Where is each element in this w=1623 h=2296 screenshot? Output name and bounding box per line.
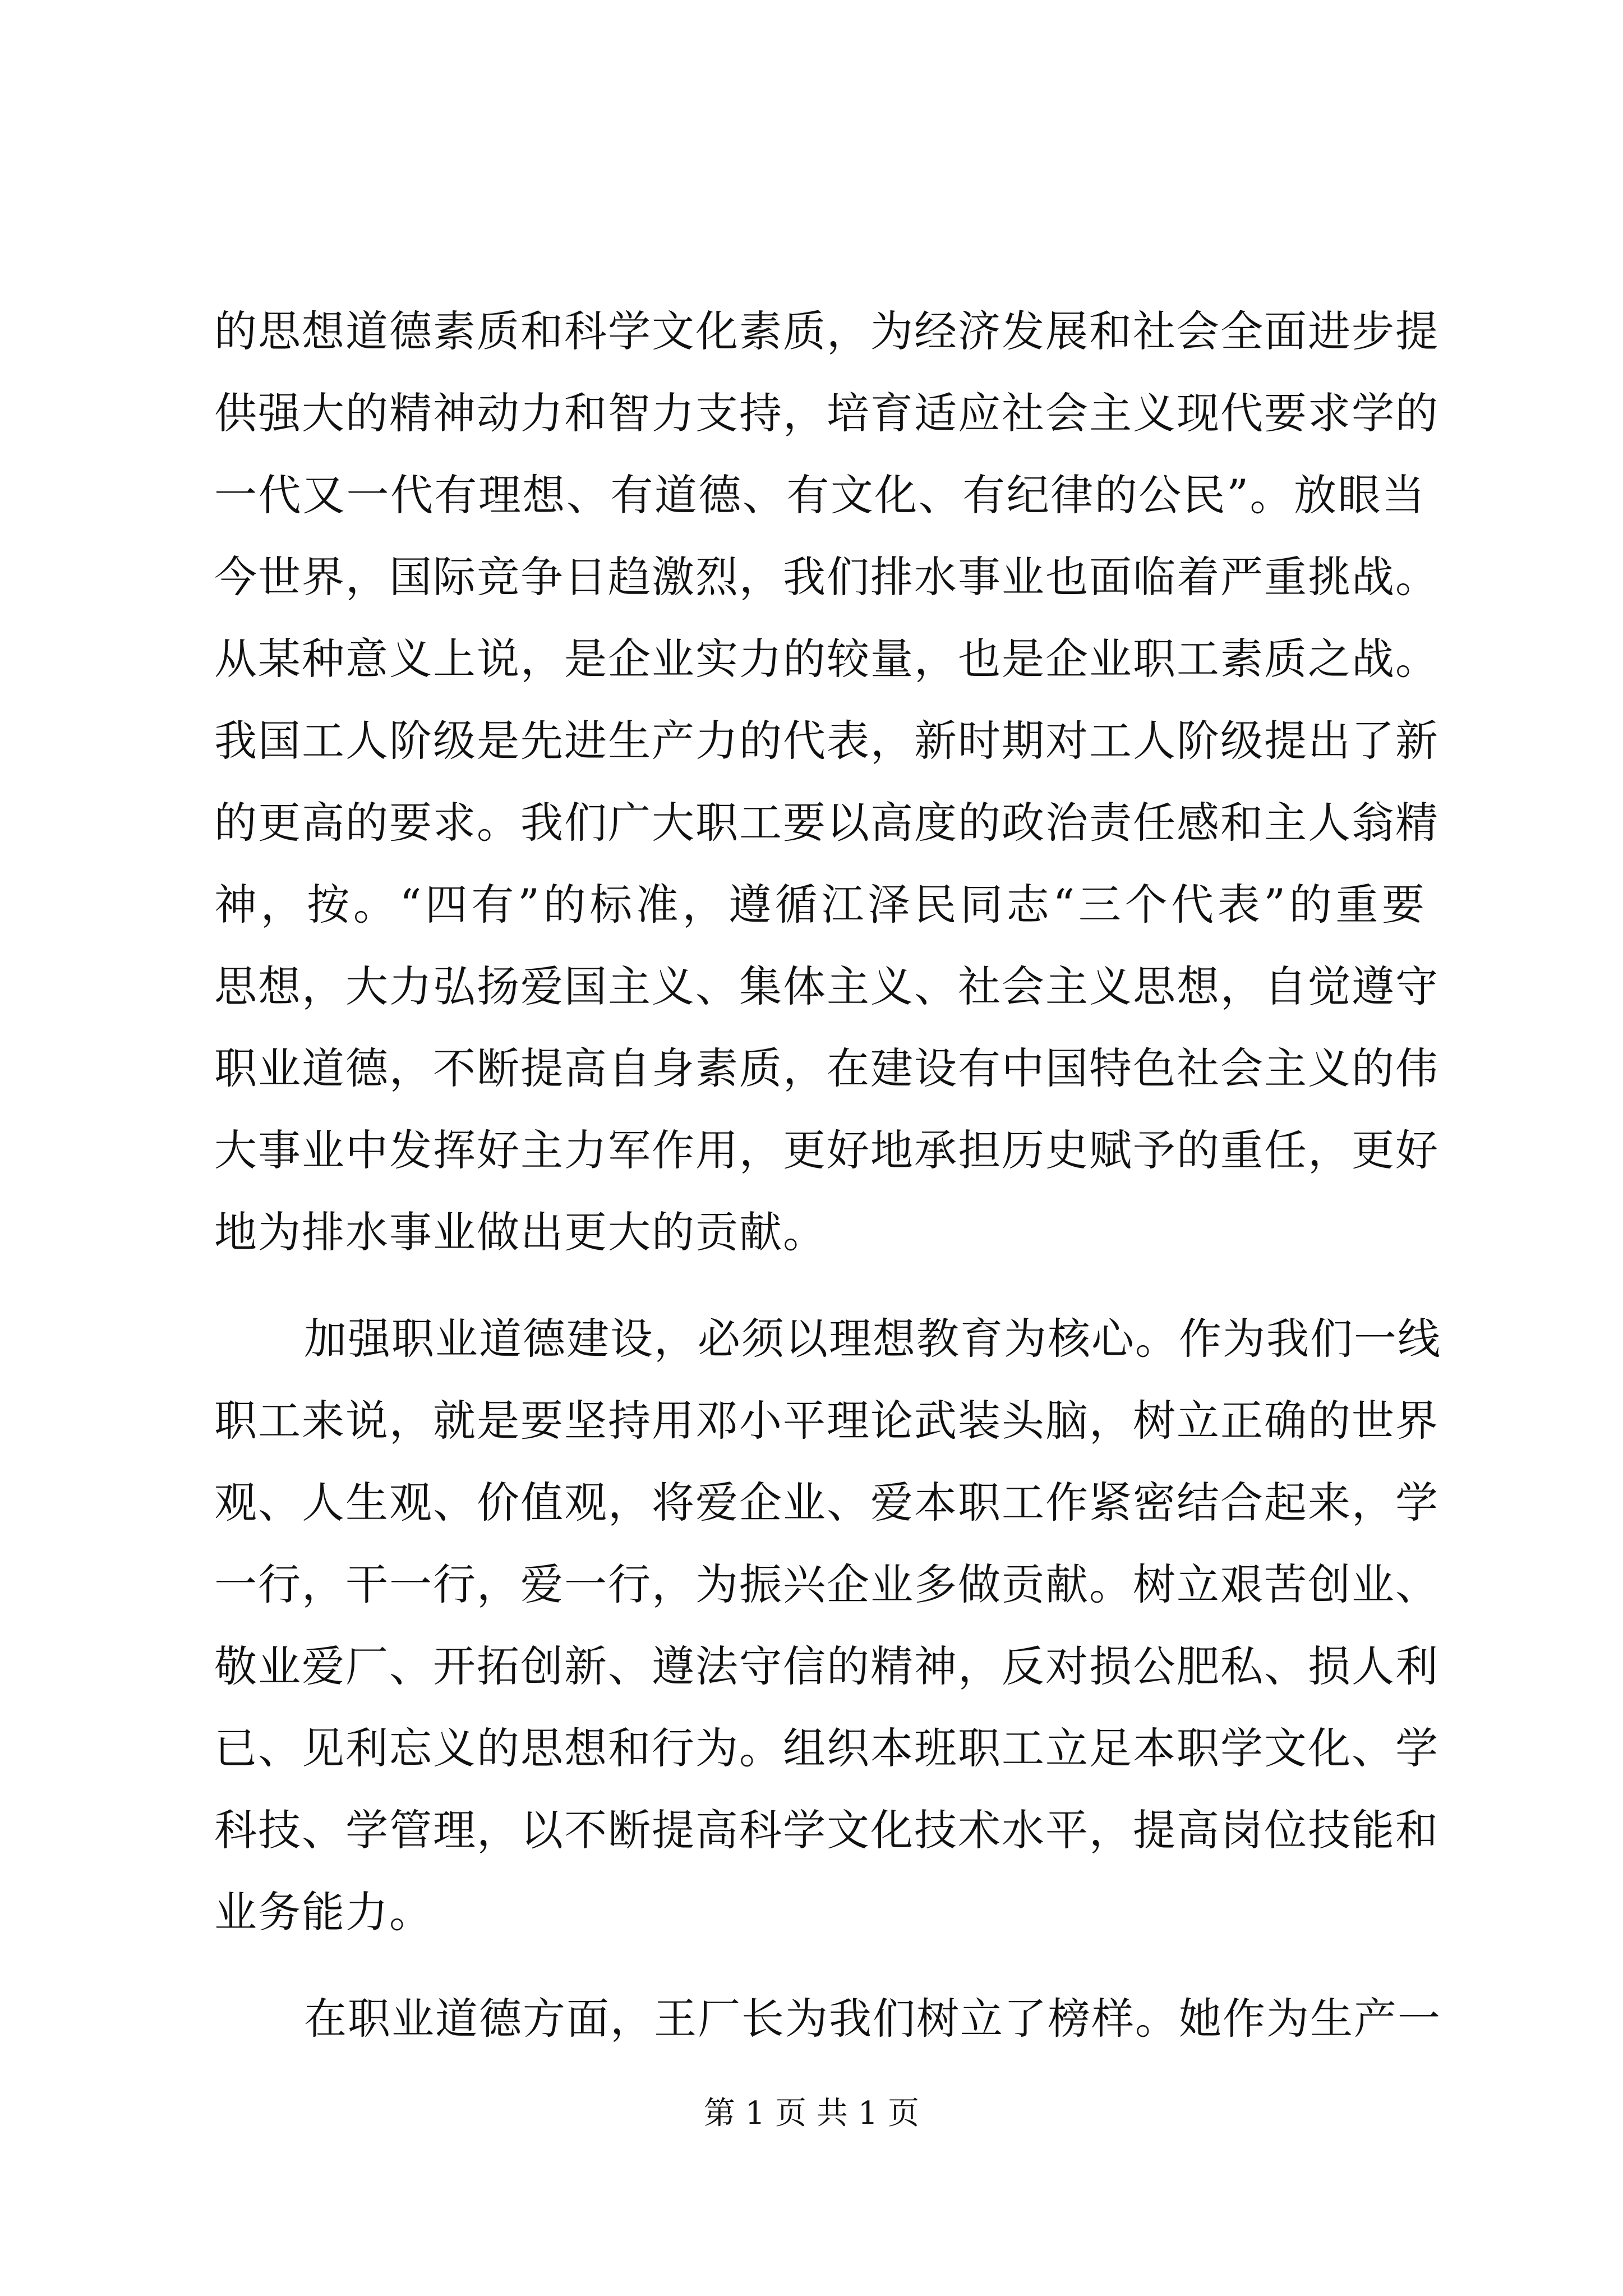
text-line: 思想，大力弘扬爱国主义、集体主义、社会主义思想，自觉遵守 xyxy=(214,961,1439,1011)
text-line: 科技、学管理，以不断提高科学文化技术水平，提高岗位技能和 xyxy=(214,1805,1439,1855)
text-line: 从某种意义上说，是企业实力的较量，也是企业职工素质之战。 xyxy=(214,634,1439,684)
paragraph-2 xyxy=(214,1298,1441,1953)
text-line: 一行，干一行，爱一行，为振兴企业多做贡献。树立艰苦创业、 xyxy=(214,1559,1439,1609)
text-line: 观、人生观、价值观，将爱企业、爱本职工作紧密结合起来，学 xyxy=(214,1478,1439,1527)
text-line: 的思想道德素质和科学文化素质，为经济发展和社会全面进步提 xyxy=(214,306,1439,356)
text-line: 加强职业道德建设，必须以理想教育为核心。作为我们一线 xyxy=(304,1314,1441,1364)
paragraph-3 xyxy=(214,1978,1441,2060)
text-line: 我国工人阶级是先进生产力的代表，新时期对工人阶级提出了新 xyxy=(214,716,1439,766)
paragraph-spacer xyxy=(214,1273,1426,1298)
text-line: 神，按。“四有”的标准，遵循江泽民同志“三个代表”的重要 xyxy=(214,880,1426,930)
text-line: 在职业道德方面，王厂长为我们树立了榜样。她作为生产一 xyxy=(304,1994,1441,2044)
text-line: 大事业中发挥好主力军作用，更好地承担历史赋予的重任，更好 xyxy=(214,1125,1439,1175)
text-line: 敬业爱厂、开拓创新、遵法守信的精神，反对损公肥私、损人利 xyxy=(214,1641,1439,1691)
text-line: 一代又一代有理想、有道德、有文化、有纪律的公民”。放眼当 xyxy=(214,470,1426,520)
paragraph-1 xyxy=(214,291,1439,1273)
page-number-footer: 第 1 页 共 1 页 xyxy=(703,2095,920,2132)
text-line: 职业道德，不断提高自身素质，在建设有中国特色社会主义的伟 xyxy=(214,1043,1439,1093)
text-line: 业务能力。 xyxy=(214,1887,433,1937)
text-line: 今世界，国际竞争日趋激烈，我们排水事业也面临着严重挑战。 xyxy=(214,552,1439,602)
text-line: 供强大的精神动力和智力支持，培育适应社会主义现代要求学的 xyxy=(214,388,1439,438)
paragraph-spacer xyxy=(214,1953,1426,1978)
text-line: 已、见利忘义的思想和行为。组织本班职工立足本职学文化、学 xyxy=(214,1723,1439,1773)
text-line: 的更高的要求。我们广大职工要以高度的政治责任感和主人翁精 xyxy=(214,798,1439,848)
text-line: 职工来说，就是要坚持用邓小平理论武装头脑，树立正确的世界 xyxy=(214,1396,1439,1446)
text-line: 地为排水事业做出更大的贡献。 xyxy=(214,1207,827,1257)
document-body xyxy=(214,291,1441,2060)
